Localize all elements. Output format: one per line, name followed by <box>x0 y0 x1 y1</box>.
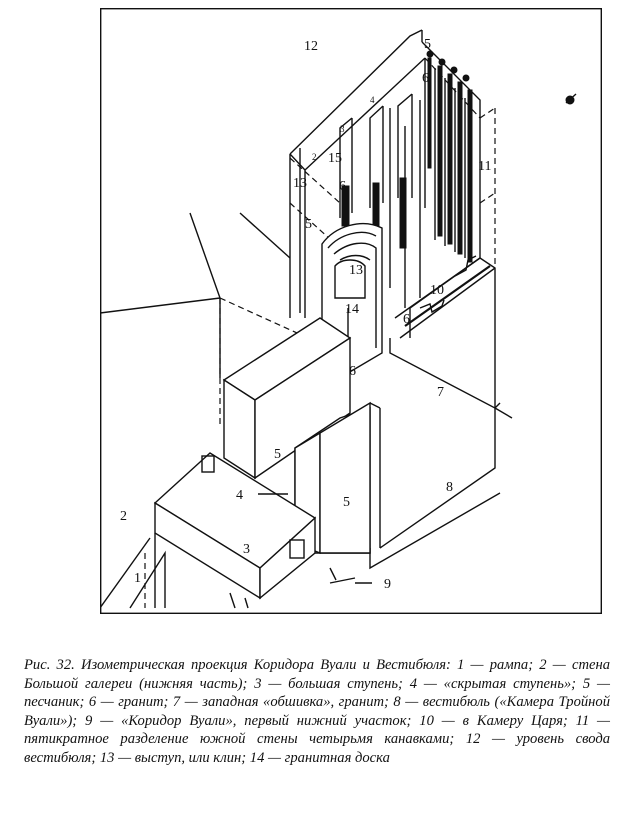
west-wainscot <box>370 338 512 568</box>
label-6-top: 6 <box>422 71 429 86</box>
label-5-top: 5 <box>424 37 431 52</box>
label-12: 12 <box>304 39 318 54</box>
south-wall-region <box>395 223 495 408</box>
label-9: 9 <box>384 577 391 592</box>
label-13-upper: 13 <box>293 176 307 191</box>
label-8: 8 <box>446 480 453 495</box>
label-4: 4 <box>236 488 243 503</box>
label-15: 15 <box>328 151 342 166</box>
label-11: 11 <box>478 159 492 174</box>
label-6-low: 6 <box>349 364 356 379</box>
label-6-right: 6 <box>403 312 410 327</box>
isometric-drawing <box>100 8 602 614</box>
label-14: 14 <box>345 302 359 317</box>
label-6-mid: 6 <box>339 179 346 194</box>
label-13-plug: 13 <box>349 263 363 278</box>
label-5-lower: 5 <box>343 495 350 510</box>
great-step <box>155 453 315 598</box>
label-4-small: 4 <box>370 95 375 105</box>
label-1: 1 <box>134 571 141 586</box>
label-2: 2 <box>120 509 127 524</box>
label-5-mid: 5 <box>305 217 312 232</box>
figure-caption: Рис. 32. Изометрическая проекция Коридора Вуали и Вестибюля: 1 — рампа; 2 — стена Большой галереи (нижняя часть); 3 — большая ступень; 4 — «скрытая ступень»; 5 — песчаник; 6 — гранит; 7 — западная «обшивка», гранит; 8 — вестибюль («Камера Тройной Вуали»); 9 — «Коридор Вуали», первый нижний участок; 10 — в Камеру Царя; 11 — пятикратное разделение южной стены четырьмя канавками; 12 — уровень свода вестибюля; 13 — выступ, или клин; 14 — гранитная доска <box>24 657 610 766</box>
label-10: 10 <box>430 283 444 298</box>
label-3: 3 <box>243 542 250 557</box>
label-5-block: 5 <box>274 447 281 462</box>
label-3-small: 3 <box>340 124 345 134</box>
label-2-small: 2 <box>312 152 317 162</box>
label-7: 7 <box>437 385 444 400</box>
